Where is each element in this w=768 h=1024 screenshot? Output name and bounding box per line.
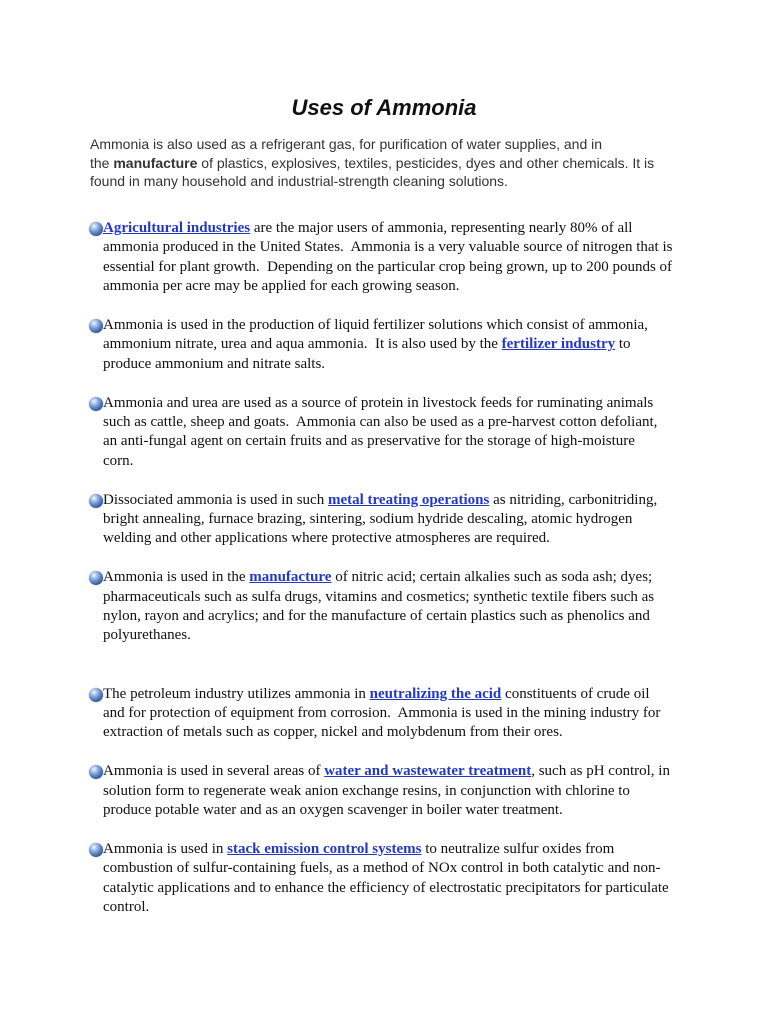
text-segment: produce potable water and as an oxygen scavenger in boiler water treatment. — [103, 802, 563, 819]
text-line — [103, 859, 672, 878]
text-line — [103, 335, 672, 354]
page-title: Uses of Ammonia — [291, 95, 477, 120]
blue-sphere-bullet-icon — [89, 843, 103, 857]
link-manufacture[interactable]: manufacture — [249, 569, 332, 586]
text-segment: solution form to regenerate weak anion exchange resins, in conjunction with chlorine to — [103, 782, 630, 799]
text-line — [103, 238, 672, 257]
text-line — [103, 491, 672, 510]
bullet-item — [89, 840, 672, 918]
text-line — [90, 135, 654, 154]
text-line — [103, 355, 672, 374]
text-segment: as nitriding, carbonitriding, — [489, 491, 658, 508]
bullet-item — [89, 685, 672, 743]
text-segment: catalytic applications and to enhance the efficiency of electrostatic precipitators for particulate — [103, 879, 669, 896]
text-segment: welding and other applications where protective atmospheres are required. — [103, 530, 550, 547]
blue-sphere-bullet-icon — [89, 765, 103, 779]
text-segment: bright annealing, furnace brazing, sintering, sodium hydride descaling, atomic hydrogen — [103, 511, 633, 528]
text-segment: The petroleum industry utilizes ammonia in — [103, 685, 370, 702]
text-segment: Ammonia and urea are used as a source of protein in livestock feeds for ruminating animals — [103, 394, 654, 411]
bullet-item — [89, 394, 672, 472]
text-segment: Ammonia is used in the production of liquid fertilizer solutions which consist of ammonia, — [103, 317, 648, 334]
text-line — [103, 762, 672, 781]
text-line — [90, 172, 654, 191]
text-line — [103, 452, 672, 471]
text-segment: of plastics, explosives, textiles, pesticides, dyes and other chemicals. It is — [197, 154, 655, 171]
link-neutralizing-the-acid[interactable]: neutralizing the acid — [369, 685, 502, 702]
text-segment: Ammonia is used in several areas of — [103, 763, 325, 780]
text-line — [103, 413, 672, 432]
text-segment: Ammonia is used in — [103, 840, 228, 857]
ammonia-uses-list — [89, 219, 672, 918]
text-segment: essential for plant growth. Depending on the particular crop being grown, up to 200 pounds of — [103, 258, 673, 275]
text-segment: Ammonia is used in the — [103, 569, 250, 586]
text-segment: produce ammonium and nitrate salts. — [103, 355, 326, 372]
text-segment: ammonium nitrate, urea and aqua ammonia. It is also used by the — [103, 336, 502, 353]
blue-sphere-bullet-icon — [89, 397, 103, 411]
text-line — [103, 277, 672, 296]
text-segment: such as cattle, sheep and goats. Ammonia can also be used as a pre-harvest cotton defoliant, — [103, 414, 658, 431]
bold-term-manufacture: manufacture — [113, 154, 198, 171]
bullet-item — [89, 568, 672, 646]
text-line — [103, 626, 672, 645]
text-segment: control. — [103, 899, 150, 916]
text-line — [103, 840, 672, 859]
blue-sphere-bullet-icon — [89, 222, 103, 236]
link-fertilizer-industry[interactable]: fertilizer industry — [501, 336, 616, 353]
text-line — [103, 510, 672, 529]
blue-sphere-bullet-icon — [89, 688, 103, 702]
text-segment: constituents of crude oil — [501, 685, 650, 702]
text-line — [103, 219, 672, 238]
bullet-item — [89, 316, 672, 374]
text-segment: ammonia per acre may be applied for each growing season. — [103, 278, 460, 295]
bullet-item — [89, 762, 672, 820]
text-segment: ammonia produced in the United States. Ammonia is a very valuable source of nitrogen that is — [103, 239, 673, 256]
link-water-and-wastewater-treatment[interactable]: water and wastewater treatment — [324, 763, 532, 780]
text-line — [103, 394, 672, 413]
blue-sphere-bullet-icon — [89, 319, 103, 333]
text-segment: pharmaceuticals such as sulfa drugs, vitamins and cosmetics; synthetic textile fibers such as — [103, 588, 655, 605]
link-agricultural-industries[interactable]: Agricultural industries — [103, 220, 251, 236]
text-segment: and for protection of equipment from corrosion. Ammonia is used in the mining industry for — [103, 705, 661, 722]
text-line — [103, 704, 672, 723]
text-line — [103, 685, 672, 704]
text-segment: to neutralize sulfur oxides from — [421, 840, 615, 857]
text-segment: of nitric acid; certain alkalies such as soda ash; dyes; — [331, 569, 653, 586]
text-line — [103, 898, 672, 917]
text-line — [103, 723, 672, 742]
blue-sphere-bullet-icon — [89, 571, 103, 585]
text-segment: the — [90, 154, 114, 171]
text-line — [90, 154, 654, 173]
blue-sphere-bullet-icon — [89, 494, 103, 508]
text-line — [103, 568, 672, 587]
intro-paragraph — [90, 135, 654, 191]
text-line — [103, 801, 672, 820]
text-line — [103, 588, 672, 607]
text-segment: , such as pH control, in — [531, 763, 670, 780]
text-segment: Ammonia is also used as a refrigerant gas, for purification of water supplies, and in — [90, 136, 603, 152]
text-segment: nylon, rayon and acrylics; and for the manufacture of certain plastics such as phenolics and — [103, 608, 650, 625]
text-segment: an anti-fungal agent on certain fruits and as preservative for the storage of high-moisture — [103, 433, 635, 450]
text-segment: are the major users of ammonia, representing nearly 80% of all — [250, 220, 633, 236]
text-segment: extraction of metals such as copper, nickel and molybdenum from their ores. — [103, 724, 563, 741]
bullet-item — [89, 491, 672, 549]
text-line — [103, 782, 672, 801]
text-segment: found in many household and industrial-strength cleaning solutions. — [90, 173, 508, 189]
text-segment: polyurethanes. — [103, 627, 191, 644]
bullet-item — [89, 219, 672, 297]
text-line — [103, 432, 672, 451]
text-segment: to — [615, 336, 631, 353]
link-metal-treating-operations[interactable]: metal treating operations — [327, 491, 490, 508]
text-line — [103, 529, 672, 548]
link-stack-emission-control-systems[interactable]: stack emission control systems — [227, 840, 422, 857]
text-segment: corn. — [103, 452, 134, 469]
text-segment: combustion of sulfur-containing fuels, as a method of NOx control in both catalytic and non- — [103, 860, 661, 877]
text-line — [103, 607, 672, 626]
text-line — [103, 879, 672, 898]
text-line — [103, 316, 672, 335]
text-line — [103, 258, 672, 277]
text-segment: Dissociated ammonia is used in such — [103, 491, 328, 508]
